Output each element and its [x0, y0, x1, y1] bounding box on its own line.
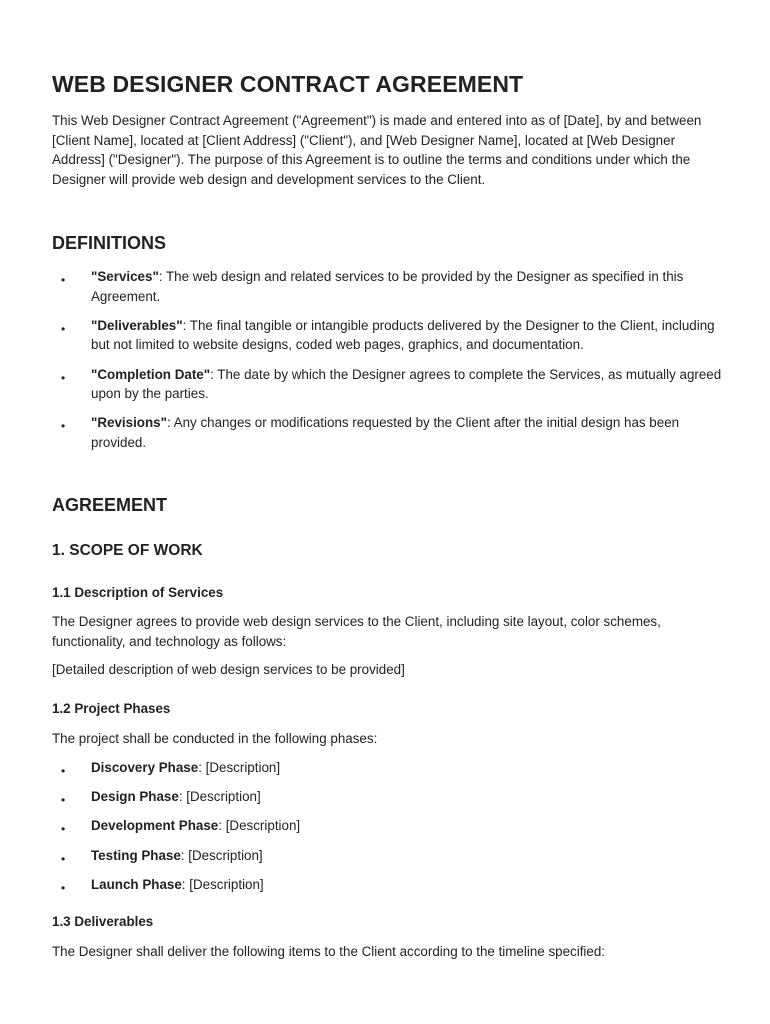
- list-item: [52, 365, 722, 404]
- definition-term: "Completion Date": [91, 366, 211, 382]
- section-1-2-heading: 1.2 Project Phases: [52, 701, 171, 716]
- list-item: [52, 875, 722, 895]
- list-item: [52, 758, 722, 778]
- scope-of-work-heading: 1. SCOPE OF WORK: [52, 542, 203, 559]
- bullet-icon: •: [61, 419, 66, 434]
- definitions-heading: DEFINITIONS: [52, 233, 167, 253]
- phase-term: Launch Phase: [91, 876, 182, 892]
- document-title: WEB DESIGNER CONTRACT AGREEMENT: [52, 71, 524, 97]
- phase-term: Design Phase: [91, 789, 179, 805]
- phase-text: : [Description]: [180, 847, 263, 863]
- phase-text: : [Description]: [181, 876, 264, 892]
- section-1-1-heading: 1.1 Description of Services: [52, 585, 224, 600]
- phase-term: Development Phase: [91, 818, 219, 834]
- agreement-heading: AGREEMENT: [52, 495, 168, 515]
- bullet-icon: •: [61, 851, 66, 866]
- list-item: [52, 413, 722, 452]
- list-item: [52, 816, 722, 836]
- section-1-2-text: The project shall be conducted in the following phases:: [52, 731, 378, 746]
- phase-text: : [Description]: [218, 818, 301, 834]
- phases-list: [52, 758, 722, 904]
- definition-term: "Services": [91, 269, 159, 284]
- bullet-icon: •: [61, 370, 66, 385]
- bullet-icon: •: [61, 273, 66, 287]
- bullet-icon: •: [61, 321, 66, 336]
- list-item: [52, 316, 722, 355]
- definition-text: : The final tangible or intangible products delivered by the Designer to the Client, including but not limited to website designs, coded web pages, graphics, and documentation.: [91, 317, 715, 353]
- phase-text: : [Description]: [198, 760, 281, 775]
- phase-term: Discovery Phase: [91, 760, 199, 775]
- definition-term: "Deliverables": [91, 317, 183, 333]
- bullet-icon: •: [61, 764, 66, 778]
- phase-text: : [Description]: [178, 789, 261, 805]
- definition-text: : Any changes or modifications requested by the Client after the initial design has been provided.: [91, 415, 680, 450]
- section-1-1-placeholder: [Detailed description of web design services to be provided]: [52, 662, 405, 677]
- bullet-icon: •: [61, 793, 66, 808]
- list-item: [52, 846, 722, 866]
- definition-text: : The web design and related services to be provided by the Designer as specified in this Agreement.: [91, 269, 684, 304]
- list-item: [52, 267, 722, 306]
- list-item: [52, 787, 722, 807]
- bullet-icon: •: [61, 880, 66, 895]
- section-1-1-text: The Designer agrees to provide web design services to the Client, including site layout, color schemes, functionality, and technology as follows:: [52, 614, 661, 649]
- section-1-3-text: The Designer shall deliver the following items to the Client according to the timeline specified:: [52, 944, 606, 959]
- intro-paragraph: This Web Designer Contract Agreement ("Agreement") is made and entered into as of [Date], by and between [Client Name], located at [Client Address] ("Client"), and [Web Designer Name], located at [Web Designer Address] ("Designer"). The purpose of this Agreement is to outline the terms and conditions under which the Designer will provide web design and development services to the Client.: [52, 113, 702, 187]
- section-1-3-heading: 1.3 Deliverables: [52, 914, 154, 929]
- definition-text: : The date by which the Designer agrees to complete the Services, as mutually agreed upon by the parties.: [91, 366, 722, 402]
- bullet-icon: •: [61, 822, 66, 837]
- phase-term: Testing Phase: [91, 847, 181, 863]
- definition-term: "Revisions": [91, 415, 167, 431]
- definitions-list: [52, 267, 722, 462]
